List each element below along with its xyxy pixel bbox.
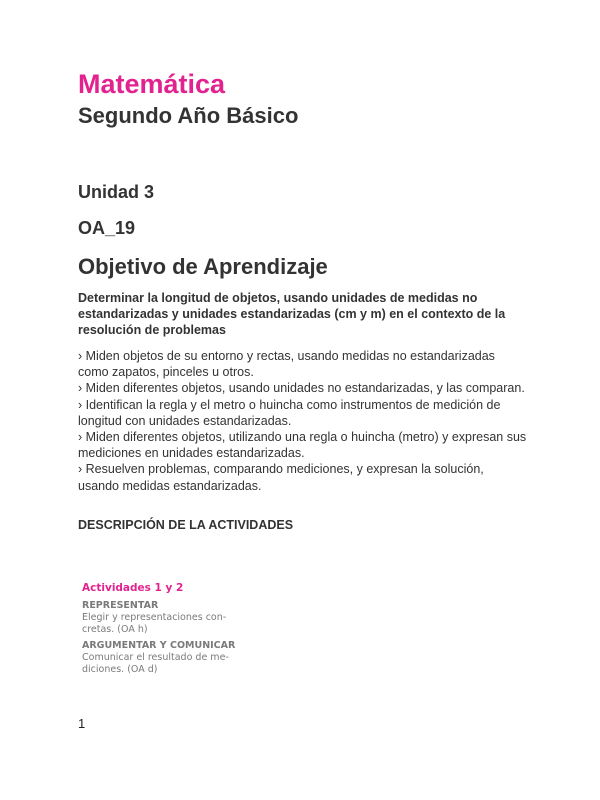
indicator-item: › Miden objetos de su entorno y rectas, usando medidas no estandarizadas como zapatos, pinceles u otros. [78, 349, 495, 380]
activity-title: Actividades 1 y 2 [82, 582, 184, 594]
skill-name: REPRESENTAR [82, 600, 159, 611]
oa-code: OA_19 [78, 218, 136, 238]
unit-label: Unidad 3 [78, 182, 155, 202]
indicator-list [78, 348, 528, 494]
page-number: 1 [78, 716, 86, 731]
skill-description-line: cretas. (OA h) [82, 624, 148, 635]
indicator-item: › Identifican la regla y el metro o huincha como instrumentos de medición de longitud con unidades estandarizadas. [78, 397, 501, 428]
objective-heading: Objetivo de Aprendizaje [78, 254, 328, 279]
skill-description [82, 612, 262, 636]
skill-description [82, 652, 262, 676]
skill-description-line: diciones. (OA d) [82, 664, 158, 675]
subject-title: Matemática [78, 69, 226, 99]
objective-text: Determinar la longitud de objetos, usando unidades de medidas no estandarizadas y unidades estandarizadas (cm y m) en el contexto de la resolución de problemas [78, 291, 506, 337]
indicator-item: › Miden diferentes objetos, utilizando una regla o huincha (metro) y expresan sus mediciones en unidades estandarizadas. [78, 430, 527, 461]
indicator-item: › Resuelven problemas, comparando mediciones, y expresan la solución, usando medidas estandarizadas. [78, 462, 484, 493]
indicator-item: › Miden diferentes objetos, usando unidades no estandarizadas, y las comparan. [78, 381, 525, 396]
grade-title: Segundo Año Básico [78, 103, 299, 128]
activities-section-heading: DESCRIPCIÓN DE LA ACTIVIDADES [78, 518, 294, 532]
skill-description-line: Elegir y representaciones con- [82, 612, 227, 623]
skill-name: ARGUMENTAR Y COMUNICAR [82, 640, 236, 651]
skill-description-line: Comunicar el resultado de me- [82, 652, 229, 663]
activity-skills-box [82, 582, 262, 680]
